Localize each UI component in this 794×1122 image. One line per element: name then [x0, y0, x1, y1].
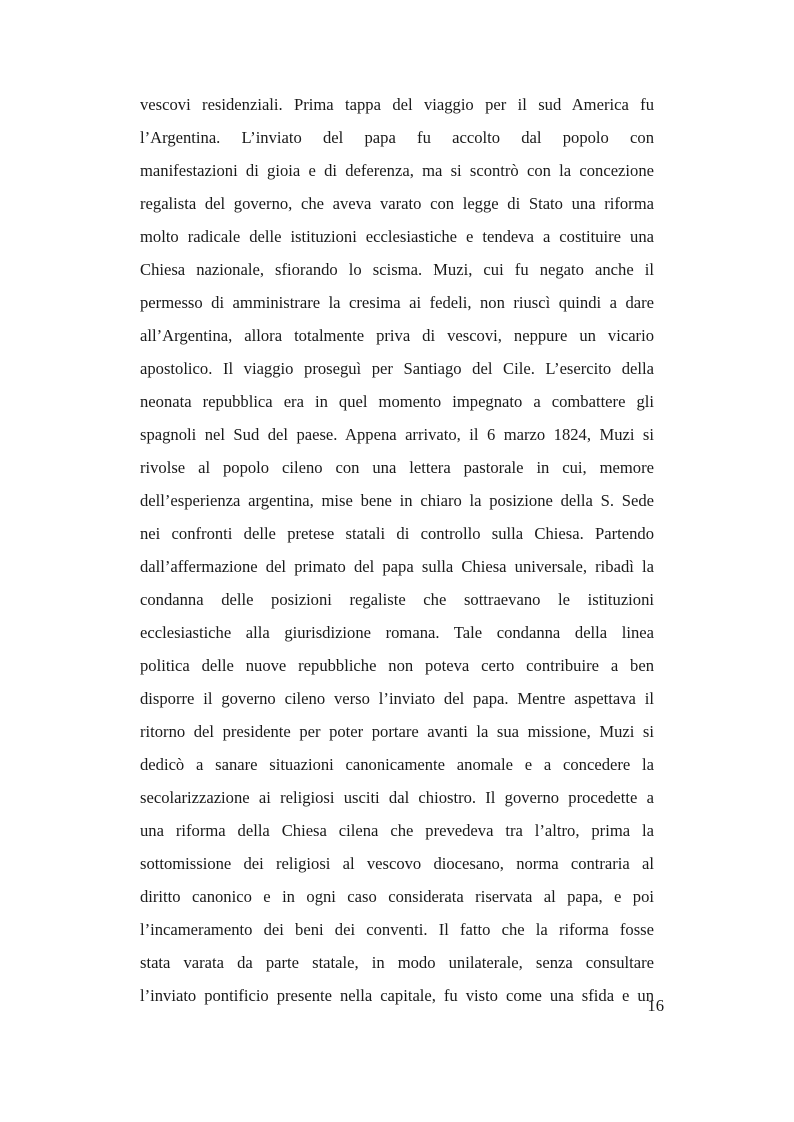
text-line: una riforma della Chiesa cilena che prevedeva tra l’altro, prima la — [140, 821, 654, 840]
text-line: molto radicale delle istituzioni ecclesiastiche e tendeva a costituire una — [140, 227, 654, 246]
text-line: vescovi residenziali. Prima tappa del viaggio per il sud America fu — [140, 95, 654, 114]
text-line: ecclesiastiche alla giurisdizione romana. Tale condanna della linea — [140, 623, 654, 642]
text-line: l’Argentina. L’inviato del papa fu accolto dal popolo con — [140, 128, 654, 147]
text-line: stata varata da parte statale, in modo unilaterale, senza consultare — [140, 953, 654, 972]
text-line: politica delle nuove repubbliche non poteva certo contribuire a ben — [140, 656, 654, 675]
text-line: rivolse al popolo cileno con una lettera pastorale in cui, memore — [140, 458, 654, 477]
text-line: disporre il governo cileno verso l’inviato del papa. Mentre aspettava il — [140, 689, 654, 708]
text-line: spagnoli nel Sud del paese. Appena arrivato, il 6 marzo 1824, Muzi si — [140, 425, 654, 444]
text-line: all’Argentina, allora totalmente priva di vescovi, neppure un vicario — [140, 326, 654, 345]
body-paragraph — [140, 88, 654, 1012]
text-line: Chiesa nazionale, sfiorando lo scisma. Muzi, cui fu negato anche il — [140, 260, 654, 279]
text-line: secolarizzazione ai religiosi usciti dal chiostro. Il governo procedette a — [140, 788, 654, 807]
text-line: ritorno del presidente per poter portare avanti la sua missione, Muzi si — [140, 722, 654, 741]
text-line: diritto canonico e in ogni caso considerata riservata al papa, e poi — [140, 887, 654, 906]
text-line: neonata repubblica era in quel momento impegnato a combattere gli — [140, 392, 654, 411]
text-line: sottomissione dei religiosi al vescovo diocesano, norma contraria al — [140, 854, 654, 873]
text-line: dall’affermazione del primato del papa sulla Chiesa universale, ribadì la — [140, 557, 654, 576]
text-line: dedicò a sanare situazioni canonicamente anomale e a concedere la — [140, 755, 654, 774]
text-line: l’inviato pontificio presente nella capitale, fu visto come una sfida e un — [140, 986, 654, 1005]
text-line: permesso di amministrare la cresima ai fedeli, non riuscì quindi a dare — [140, 293, 654, 312]
text-line: manifestazioni di gioia e di deferenza, ma si scontrò con la concezione — [140, 161, 654, 180]
page-number: 16 — [647, 996, 664, 1015]
text-line: regalista del governo, che aveva varato con legge di Stato una riforma — [140, 194, 654, 213]
text-line: condanna delle posizioni regaliste che sottraevano le istituzioni — [140, 590, 654, 609]
text-line: nei confronti delle pretese statali di controllo sulla Chiesa. Partendo — [140, 524, 654, 543]
text-line: apostolico. Il viaggio proseguì per Santiago del Cile. L’esercito della — [140, 359, 654, 378]
text-line: dell’esperienza argentina, mise bene in chiaro la posizione della S. Sede — [140, 491, 654, 510]
text-line: l’incameramento dei beni dei conventi. Il fatto che la riforma fosse — [140, 920, 654, 939]
